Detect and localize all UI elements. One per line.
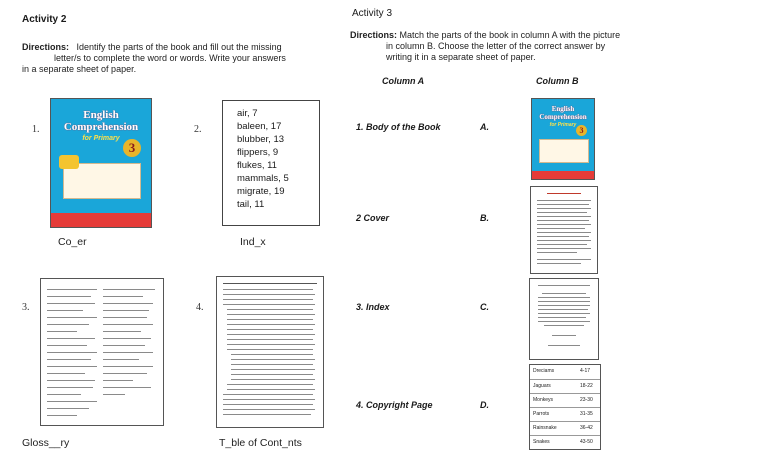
contents-row: Snakes 43-50: [530, 435, 600, 450]
activity2-directions-line1: Identify the parts of the book and fill out the missing: [76, 42, 282, 52]
small-cover-title-line1: English: [551, 105, 575, 113]
index-entry: flukes, 11: [237, 160, 277, 171]
contents-row: Rainsnake 36-42: [530, 421, 600, 436]
small-cover-grade-badge: 3: [576, 125, 587, 136]
item2-caption: Ind_x: [240, 236, 266, 248]
column-a-item-3: 3. Index: [356, 302, 390, 312]
contents-row: Monkeys 23-30: [530, 393, 600, 408]
index-entry: migrate, 19: [237, 186, 285, 197]
column-b-letter-c: C.: [480, 302, 489, 312]
column-a-header: Column A: [382, 76, 425, 86]
item1-caption: Co_er: [58, 236, 87, 248]
table-of-contents-page-image: [216, 276, 324, 428]
index-entry: tail, 11: [237, 199, 265, 210]
activity2-directions-label: Directions:: [22, 42, 70, 52]
column-a-item-2: 2 Cover: [356, 213, 390, 223]
index-entry: mammals, 5: [237, 173, 289, 184]
activity3-directions-line1: Match the parts of the book in column A with the picture: [399, 30, 621, 40]
cover-grade-badge: 3: [123, 139, 141, 157]
small-cover-footer-band: [532, 171, 594, 179]
item1-number: 1.: [32, 124, 40, 135]
item4-caption: T_ble of Cont_nts: [219, 437, 302, 449]
index-entry: flippers, 9: [237, 147, 279, 158]
column-a-item-4: 4. Copyright Page: [356, 400, 433, 410]
index-entry: blubber, 13: [237, 134, 285, 145]
small-cover-book-illustration: [539, 139, 589, 163]
column-a-item-1: 1. Body of the Book: [356, 122, 441, 132]
small-cover-title-line2: Comprehension: [539, 113, 587, 121]
cover-title-line2: Comprehension: [63, 121, 139, 133]
column-b-copyright-page-image: [529, 278, 599, 360]
column-b-contents-list-image: [529, 364, 601, 450]
item4-number: 4.: [196, 302, 204, 313]
contents-row: Dreciams 4-17: [533, 368, 591, 374]
activity3-directions-line2: in column B. Choose the letter of the correct answer by: [386, 41, 606, 51]
column-b-letter-b: B.: [480, 213, 489, 223]
cover-title-line1: English: [83, 109, 119, 121]
column-b-letter-d: D.: [480, 400, 489, 410]
cover-subtitle: for Primary: [82, 135, 120, 142]
column-b-body-page-image: [530, 186, 598, 274]
index-entry: baleen, 17: [237, 121, 282, 132]
glossary-page-image: [40, 278, 164, 426]
column-b-cover-image: [531, 98, 595, 180]
column-b-letter-a: A.: [480, 122, 489, 132]
index-entry: air, 7: [237, 108, 258, 119]
activity2-title: Activity 2: [22, 14, 67, 25]
contents-row: Parrots 31-35: [530, 407, 600, 422]
item3-number: 3.: [22, 302, 30, 313]
index-page-image: [222, 100, 320, 226]
column-b-header: Column B: [536, 76, 579, 86]
small-cover-subtitle: for Primary: [549, 122, 577, 128]
item3-caption: Gloss__ry: [22, 437, 70, 449]
activity3-directions-line3: writing it in a separate sheet of paper.: [386, 52, 536, 62]
activity2-directions-line2: letter/s to complete the word or words. Write your answers: [54, 53, 286, 63]
contents-row: Jaguars 18-22: [530, 379, 600, 394]
activity3-title: Activity 3: [352, 8, 393, 19]
activity3-directions-label: Directions:: [350, 30, 398, 40]
cover-footer-band: [51, 213, 151, 227]
item2-number: 2.: [194, 124, 202, 135]
book-cover-image: [50, 98, 152, 228]
activity2-directions: [22, 42, 322, 75]
activity3-directions: [350, 30, 760, 63]
activity2-directions-line3: in a separate sheet of paper.: [22, 64, 137, 74]
cover-letters-illustration: [59, 155, 79, 169]
